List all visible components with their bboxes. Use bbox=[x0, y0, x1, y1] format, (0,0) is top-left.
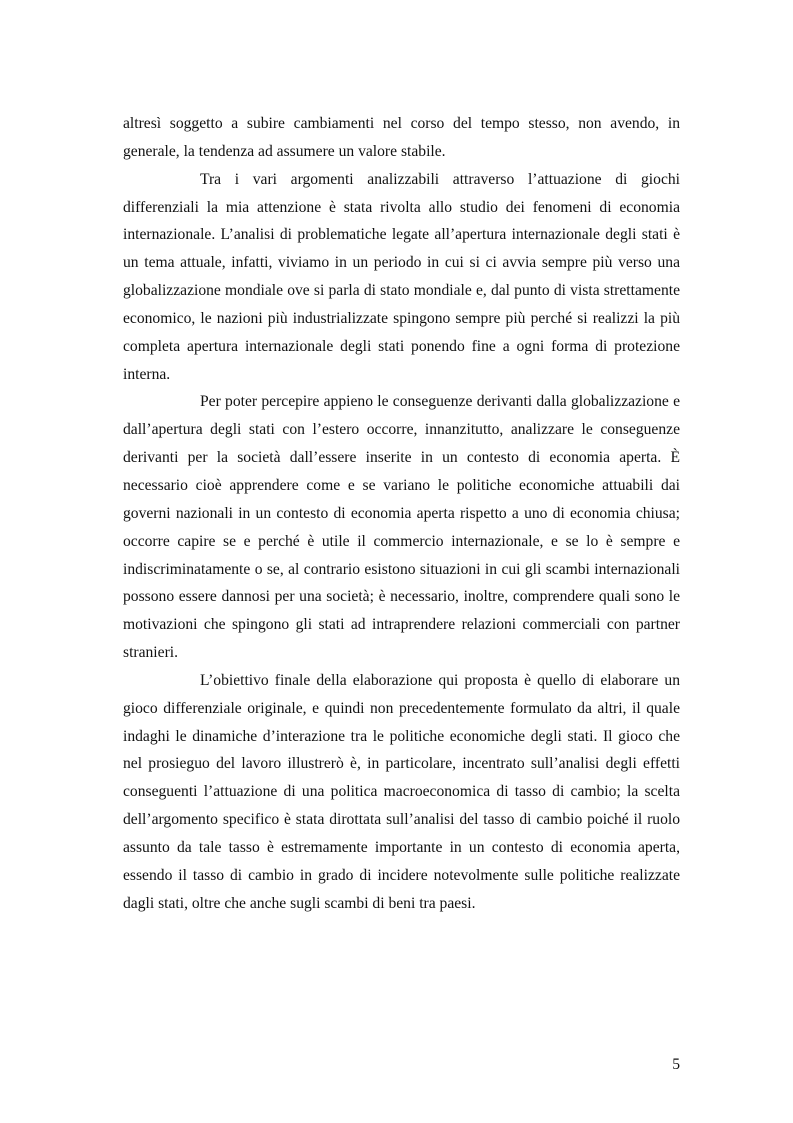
paragraph-open-economy: Per poter percepire appieno le conseguenze derivanti dalla globalizzazione e dall’apertura degli stati con l’estero occorre, innanzitutto, analizzare le conseguenze derivanti per la società dall’essere inserite in un contesto di economia aperta. È necessario cioè apprendere come e se variano le politiche economiche attuabili dai governi nazionali in un contesto di economia aperta rispetto a uno di economia chiusa; occorre capire se e perché è utile il commercio internazionale, e se lo è sempre e indiscriminatamente o se, al contrario esistono situazioni in cui gli scambi internazionali possono essere dannosi per una società; è necessario, inoltre, comprendere quali sono le motivazioni che spingono gli stati ad intraprendere relazioni commerciali con partner stranieri. bbox=[123, 393, 680, 662]
page-number: 5 bbox=[672, 1056, 680, 1073]
paragraph-topic-intro: Tra i vari argomenti analizzabili attraverso l’attuazione di giochi differenziali la mia attenzione è stata rivolta allo studio dei fenomeni di economia internazionale. L’analisi di problematiche legate all’apertura internazionale degli stati è un tema attuale, infatti, viviamo in un periodo in cui si ci avvia sempre più verso una globalizzazione mondiale ove si parla di stato mondiale e, dal punto di vista strettamente economico, le nazioni più industrializzate spingono sempre più perché si realizzi la più completa apertura internazionale degli stati ponendo fine a ogni forma di protezione interna. bbox=[123, 170, 680, 383]
paragraph-continuation: altresì soggetto a subire cambiamenti nel corso del tempo stesso, non avendo, in generale, la tendenza ad assumere un valore stabile. bbox=[123, 115, 680, 160]
paragraph-objective: L’obiettivo finale della elaborazione qui proposta è quello di elaborare un gioco differenziale originale, e quindi non precedentemente formulato da altri, il quale indaghi le dinamiche d’interazione tra le politiche economiche degli stati. Il gioco che nel prosieguo del lavoro illustrerò è, in particolare, incentrato sull’analisi degli effetti conseguenti l’attuazione di una politica macroeconomica di tasso di cambio; la scelta dell’argomento specifico è stata dirottata sull’analisi del tasso di cambio poiché il ruolo assunto da tale tasso è estremamente importante in un contesto di economia aperta, essendo il tasso di cambio in grado di incidere notevolmente sulle politiche realizzate dagli stati, oltre che anche sugli scambi di beni tra paesi. bbox=[123, 671, 680, 912]
body-text bbox=[123, 110, 680, 917]
